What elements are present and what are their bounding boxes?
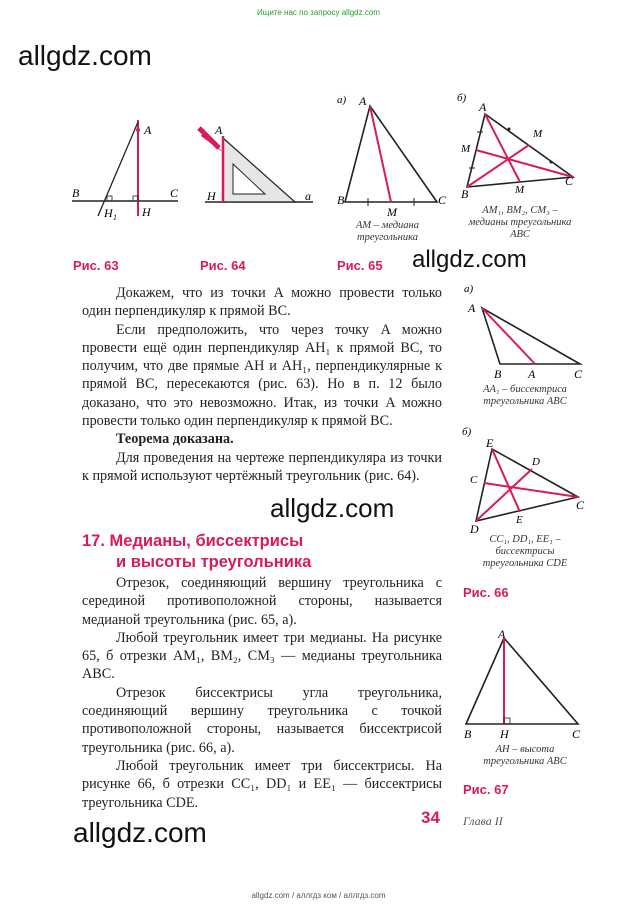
fig66a-marker: а) (464, 283, 474, 295)
fig65b-description: AM₁, BM₂, CM₃ – медианы треугольника ABC (468, 205, 572, 240)
fig65b-label-a: A (479, 100, 487, 114)
fig66b-label-c1: C (470, 474, 478, 486)
top-search-link[interactable]: Ищите нас по запросу allgdz.com (257, 8, 380, 17)
fig65a-marker: а) (337, 94, 347, 106)
fig64-label-a: A (215, 123, 223, 137)
paragraph: Любой треугольник имеет три биссектрисы. На рисунке 66, б отрезки CC₁, DD₁ и EE₁ — биссектрисы треугольника CDE. (82, 757, 442, 811)
figure-64 (195, 118, 320, 210)
fig66b-label-d1: D (532, 456, 540, 468)
fig63-label-b: B (72, 186, 80, 200)
fig67-caption: Рис. 67 (463, 782, 509, 797)
fig67-description: AH – высота треугольника ABC (483, 744, 567, 767)
fig63-label-a: A (144, 123, 152, 137)
page-number: 34 (421, 808, 440, 827)
fig64-label-line-a: a (305, 189, 311, 203)
fig63-label-c: C (170, 186, 179, 200)
fig66b-label-d: D (470, 522, 479, 535)
paragraph: Отрезок биссектрисы угла треугольника, соединяющий вершину треугольника с точкой противоположной стороны, называется биссектрисой треугольника (рис. 66, а). (82, 684, 442, 756)
chapter-label: Глава II (463, 814, 503, 828)
paragraph: Если предположить, что через точку A можно провести ещё один перпендикуляр AH₁ к прямой BC, то получим, что две прямые AH и AH₁, перпендикулярные к прямой BC, пересекаются (рис. 63). Но в п. 12 было доказано, что это невозможно. Итак, из точки A можно провести только один перпендикуляр к прямой BC. (82, 321, 442, 430)
section-heading (82, 531, 311, 573)
fig65b-marker: б) (457, 92, 467, 104)
fig66b-label-e1: E (516, 514, 523, 526)
fig65a-label-c: C (438, 193, 447, 207)
fig66a-label-a1: A (528, 367, 536, 381)
fig67-label-b: B (464, 727, 472, 741)
figure-63 (68, 112, 183, 222)
fig65b-label-m2: M (533, 128, 543, 140)
fig66a-description: AA₁ – биссектриса треугольника ABC (483, 384, 567, 407)
watermark: allgdz.com (412, 246, 527, 273)
body-text (82, 284, 442, 485)
fig65b-label-b: B (461, 187, 469, 201)
fig66a-label-c: C (574, 367, 583, 381)
section-title-line1: Медианы, биссектрисы (109, 532, 304, 550)
fig65a-label-m: M (387, 205, 397, 219)
figure-66a (460, 282, 590, 382)
theorem-proved: Теорема доказана. (116, 431, 234, 448)
fig67-label-h: H (500, 727, 509, 741)
section-number: 17. (82, 532, 105, 550)
fig63-label-h: H (142, 205, 151, 219)
bottom-links[interactable]: allgdz.com / аллгдз ком / аллгдз.com (251, 891, 386, 900)
fig63-label-h1-sub: 1 (113, 213, 117, 222)
paragraph: Отрезок, соединяющий вершину треугольника с серединой противоположной стороны, называется медианой треугольника (рис. 65, а). (82, 575, 442, 628)
fig64-caption: Рис. 64 (200, 258, 246, 273)
fig66-caption: Рис. 66 (463, 585, 509, 600)
fig65b-label-m3: M (461, 143, 471, 155)
figure-66b (460, 425, 590, 535)
section-text (82, 574, 442, 812)
figure-67 (460, 624, 590, 744)
fig66a-label-a: A (468, 301, 476, 315)
paragraph: Любой треугольник имеет три медианы. На рисунке 65, б отрезки AM₁, BM₂, CM₃ — медианы треугольника ABC. (82, 629, 442, 683)
fig63-caption: Рис. 63 (73, 258, 119, 273)
paragraph: Для проведения на чертеже перпендикуляра из точки к прямой используют чертёжный треугольник (рис. 64). (82, 449, 442, 484)
fig65b-label-m1: M (515, 184, 525, 196)
fig65b-label-c: C (565, 174, 574, 188)
fig66b-label-c: C (576, 498, 585, 512)
fig65a-label-a: A (359, 94, 367, 108)
fig67-label-c: C (572, 727, 581, 741)
fig66a-label-b: B (494, 367, 502, 381)
figure-65a (335, 92, 450, 222)
watermark: allgdz.com (18, 40, 152, 71)
watermark: allgdz.com (270, 493, 395, 523)
fig66b-marker: б) (462, 426, 472, 438)
fig65a-description: AM – медиана треугольника (355, 220, 420, 243)
fig63-label-h1: H (104, 206, 113, 220)
fig65a-label-b: B (337, 193, 345, 207)
figure-65b (455, 92, 585, 202)
watermark: allgdz.com (73, 817, 207, 848)
fig64-label-h: H (207, 189, 216, 203)
paragraph: Докажем, что из точки A можно провести только один перпендикуляр к прямой BC. (82, 285, 442, 320)
section-title-line2: и высоты треугольника (116, 553, 312, 571)
fig65-caption: Рис. 65 (337, 258, 383, 273)
fig67-label-a: A (498, 627, 506, 641)
fig66b-description: CC₁, DD₁, EE₁ – биссектрисы треугольника CDE (482, 534, 568, 569)
fig66b-label-e: E (486, 436, 494, 450)
